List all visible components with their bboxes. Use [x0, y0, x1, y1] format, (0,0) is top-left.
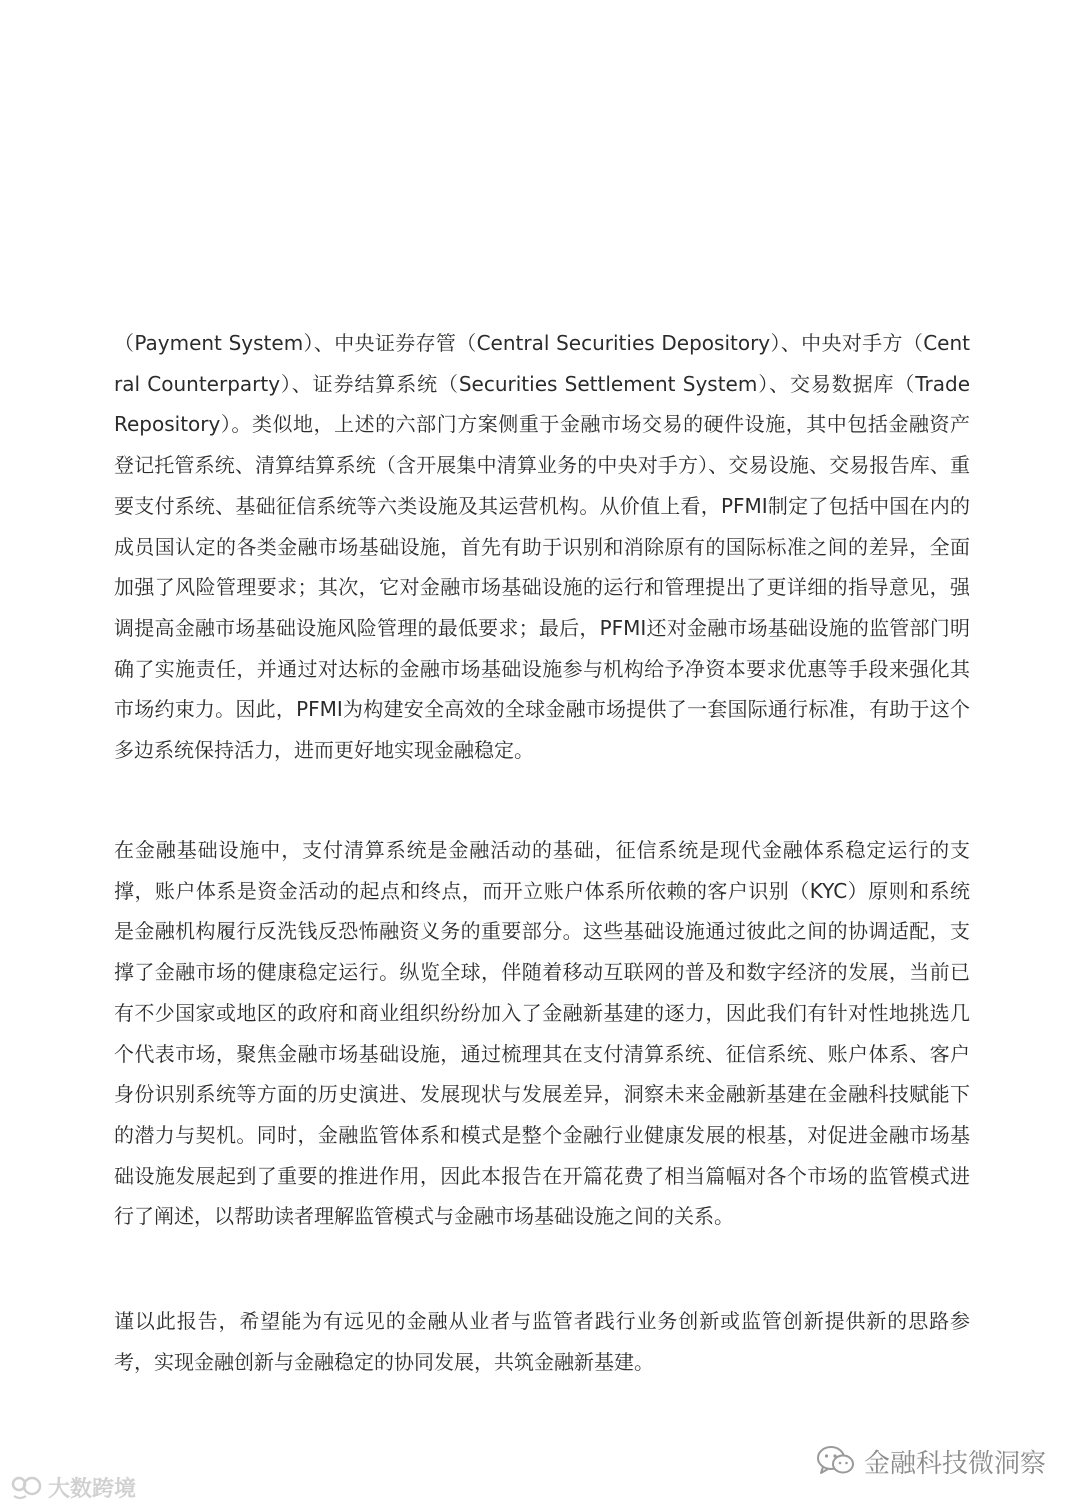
watermark-right	[816, 1440, 1046, 1482]
dashuju-logo-icon	[10, 1472, 44, 1502]
paragraph-infrastructure: 在金融基础设施中，支付清算系统是金融活动的基础，征信系统是现代金融体系稳定运行的支撑，账户体系是资金活动的起点和终点，而开立账户体系所依赖的客户识别（KYC）原则和系统是金融机构履行反洗钱反恐怖融资义务的重要部分。这些基础设施通过彼此之间的协调适配，支撑了金融市场的健康稳定运行。纵览全球，伴随着移动互联网的普及和数字经济的发展，当前已有不少国家或地区的政府和商业组织纷纷加入了金融新基建的逐力，因此我们有针对性地挑选几个代表市场，聚焦金融市场基础设施，通过梳理其在支付清算系统、征信系统、账户体系、客户身份识别系统等方面的历史演进、发展现状与发展差异，洞察未来金融新基建在金融科技赋能下的潜力与契机。同时，金融监管体系和模式是整个金融行业健康发展的根基，对促进金融市场基础设施发展起到了重要的推进作用，因此本报告在开篇花费了相当篇幅对各个市场的监管模式进行了阐述，以帮助读者理解监管模式与金融市场基础设施之间的关系。	[114, 838, 970, 1229]
watermark-left-text: 大数跨境	[48, 1476, 137, 1502]
watermark-right-text: 金融科技微洞察	[863, 1448, 1046, 1479]
watermark-left	[10, 1470, 136, 1504]
paragraph-pfmi: （Payment System）、中央证券存管（Central Securities Depository）、中央对手方（Central Counterparty）、证券结算系统（Securities Settlement System）、交易数据库（Trade Repository）。类似地，上述的六部门方案侧重于金融市场交易的硬件设施，其中包括金融资产登记托管系统、清算结算系统（含开展集中清算业务的中央对手方）、交易设施、交易报告库、重要支付系统、基础征信系统等六类设施及其运营机构。从价值上看，PFMI制定了包括中国在内的成员国认定的各类金融市场基础设施，首先有助于识别和消除原有的国际标准之间的差异，全面加强了风险管理要求；其次，它对金融市场基础设施的运行和管理提出了更详细的指导意见，强调提高金融市场基础设施风险管理的最低要求；最后，PFMI还对金融市场基础设施的监管部门明确了实施责任，并通过对达标的金融市场基础设施参与机构给予净资本要求优惠等手段来强化其市场约束力。因此，PFMI为构建安全高效的全球金融市场提供了一套国际通行标准，有助于这个多边系统保持活力，进而更好地实现金融稳定。	[114, 331, 970, 763]
wechat-icon	[816, 1444, 856, 1478]
paragraph-closing: 谨以此报告，希望能为有远见的金融从业者与监管者践行业务创新或监管创新提供新的思路参考，实现金融创新与金融稳定的协同发展，共筑金融新基建。	[114, 1309, 970, 1374]
